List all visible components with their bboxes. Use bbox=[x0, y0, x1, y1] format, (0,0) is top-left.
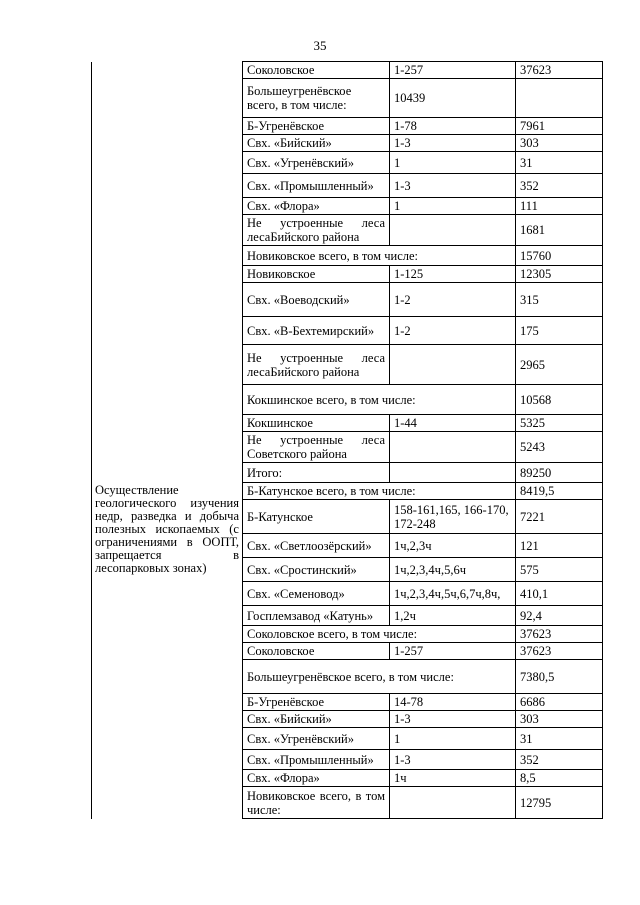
quarter-numbers-cell: 1ч,2,3,4ч,5ч,6,7ч,8ч, bbox=[390, 582, 516, 606]
area-ha-cell: 12795 bbox=[516, 787, 603, 819]
area-ha-cell: 111 bbox=[516, 198, 603, 215]
quarter-numbers-cell: 1-78 bbox=[390, 118, 516, 135]
quarter-numbers-cell: 1ч,2,3ч bbox=[390, 534, 516, 558]
forest-quarters-table bbox=[91, 61, 603, 819]
table-body bbox=[92, 62, 603, 819]
area-ha-cell: 175 bbox=[516, 317, 603, 345]
table-row bbox=[92, 483, 603, 500]
quarter-numbers-cell: 1-3 bbox=[390, 174, 516, 198]
page-number: 35 bbox=[313, 38, 327, 53]
quarter-numbers-cell: 1-257 bbox=[390, 643, 516, 660]
area-ha-cell: 10568 bbox=[516, 385, 603, 415]
quarter-numbers-cell bbox=[390, 463, 516, 483]
area-ha-cell: 5325 bbox=[516, 415, 603, 432]
forestry-name-cell: Свх. «Бийский» bbox=[243, 711, 390, 728]
area-ha-cell: 5243 bbox=[516, 432, 603, 463]
forestry-name-cell: Свх. «Угренёвский» bbox=[243, 152, 390, 174]
area-ha-cell: 2965 bbox=[516, 345, 603, 385]
forestry-name-cell: Свх. «Флора» bbox=[243, 770, 390, 787]
quarter-numbers-cell: 1-3 bbox=[390, 135, 516, 152]
forestry-name-cell: Соколовское bbox=[243, 643, 390, 660]
area-ha-cell: 303 bbox=[516, 711, 603, 728]
area-ha-cell: 37623 bbox=[516, 62, 603, 79]
quarter-numbers-cell bbox=[390, 215, 516, 246]
area-ha-cell: 31 bbox=[516, 152, 603, 174]
forestry-name-cell: Свх. «Бийский» bbox=[243, 135, 390, 152]
activity-type-cell: Осуществление геологического изучения недр, разведка и добыча полезных ископаемых (с ограничениями в ООПТ, запрещается в лесопарковых зонах) bbox=[92, 483, 243, 819]
quarter-numbers-cell: 1-2 bbox=[390, 317, 516, 345]
quarter-numbers-cell: 1-3 bbox=[390, 711, 516, 728]
area-ha-cell: 37623 bbox=[516, 643, 603, 660]
quarter-numbers-cell: 1-2 bbox=[390, 283, 516, 317]
forestry-name-cell: Кокшинское bbox=[243, 415, 390, 432]
forestry-name-cell: Б-Катунское bbox=[243, 500, 390, 534]
forestry-name-cell: Не устроенные леса Советского района bbox=[243, 432, 390, 463]
forestry-name-cell: Б-Катунское всего, в том числе: bbox=[243, 483, 516, 500]
area-ha-cell: 89250 bbox=[516, 463, 603, 483]
area-ha-cell: 92,4 bbox=[516, 606, 603, 626]
quarter-numbers-cell: 10439 bbox=[390, 79, 516, 118]
area-ha-cell: 31 bbox=[516, 728, 603, 750]
forestry-name-cell: Соколовское bbox=[243, 62, 390, 79]
quarter-numbers-cell bbox=[390, 432, 516, 463]
forestry-name-cell: Итого: bbox=[243, 463, 390, 483]
forestry-name-cell: Б-Угренёвское bbox=[243, 694, 390, 711]
area-ha-cell: 8419,5 bbox=[516, 483, 603, 500]
forestry-name-cell: Свх. «Промышленный» bbox=[243, 174, 390, 198]
forestry-name-cell: Не устроенные леса лесаБийского района bbox=[243, 345, 390, 385]
quarter-numbers-cell: 1-125 bbox=[390, 266, 516, 283]
area-ha-cell: 315 bbox=[516, 283, 603, 317]
forestry-name-cell: Б-Угренёвское bbox=[243, 118, 390, 135]
area-ha-cell: 12305 bbox=[516, 266, 603, 283]
forestry-name-cell: Свх. «В-Бехтемирский» bbox=[243, 317, 390, 345]
forestry-name-cell: Не устроенные леса лесаБийского района bbox=[243, 215, 390, 246]
area-ha-cell: 7961 bbox=[516, 118, 603, 135]
area-ha-cell: 352 bbox=[516, 750, 603, 770]
area-ha-cell: 7221 bbox=[516, 500, 603, 534]
quarter-numbers-cell: 1-257 bbox=[390, 62, 516, 79]
forestry-name-cell: Свх. «Флора» bbox=[243, 198, 390, 215]
area-ha-cell: 303 bbox=[516, 135, 603, 152]
forestry-name-cell: Кокшинское всего, в том числе: bbox=[243, 385, 516, 415]
forestry-name-cell: Свх. «Воеводский» bbox=[243, 283, 390, 317]
quarter-numbers-cell bbox=[390, 345, 516, 385]
forestry-name-cell: Новиковское всего, в том числе: bbox=[243, 246, 516, 266]
table-row bbox=[92, 62, 603, 79]
quarter-numbers-cell: 1 bbox=[390, 728, 516, 750]
quarter-numbers-cell bbox=[390, 787, 516, 819]
quarter-numbers-cell: 1ч,2,3,4ч,5,6ч bbox=[390, 558, 516, 582]
forestry-name-cell: Соколовское всего, в том числе: bbox=[243, 626, 516, 643]
area-ha-cell: 7380,5 bbox=[516, 660, 603, 694]
forestry-name-cell: Свх. «Сростинский» bbox=[243, 558, 390, 582]
forestry-name-cell: Госплемзавод «Катунь» bbox=[243, 606, 390, 626]
forestry-name-cell: Новиковское bbox=[243, 266, 390, 283]
quarter-numbers-cell: 158-161,165, 166-170, 172-248 bbox=[390, 500, 516, 534]
quarter-numbers-cell: 1-3 bbox=[390, 750, 516, 770]
forestry-name-cell: Свх. «Светлоозёрский» bbox=[243, 534, 390, 558]
forestry-name-cell: Большеугренёвское всего, в том числе: bbox=[243, 79, 390, 118]
quarter-numbers-cell: 1,2ч bbox=[390, 606, 516, 626]
forestry-name-cell: Свх. «Промышленный» bbox=[243, 750, 390, 770]
forestry-name-cell: Свх. «Семеновод» bbox=[243, 582, 390, 606]
forestry-name-cell: Свх. «Угренёвский» bbox=[243, 728, 390, 750]
area-ha-cell bbox=[516, 79, 603, 118]
quarter-numbers-cell: 1 bbox=[390, 152, 516, 174]
area-ha-cell: 410,1 bbox=[516, 582, 603, 606]
activity-cell-continued bbox=[92, 62, 243, 483]
area-ha-cell: 37623 bbox=[516, 626, 603, 643]
forestry-name-cell: Новиковское всего, в том числе: bbox=[243, 787, 390, 819]
area-ha-cell: 8,5 bbox=[516, 770, 603, 787]
quarter-numbers-cell: 1-44 bbox=[390, 415, 516, 432]
area-ha-cell: 575 bbox=[516, 558, 603, 582]
area-ha-cell: 1681 bbox=[516, 215, 603, 246]
area-ha-cell: 6686 bbox=[516, 694, 603, 711]
area-ha-cell: 121 bbox=[516, 534, 603, 558]
quarter-numbers-cell: 1ч bbox=[390, 770, 516, 787]
quarter-numbers-cell: 1 bbox=[390, 198, 516, 215]
area-ha-cell: 352 bbox=[516, 174, 603, 198]
quarter-numbers-cell: 14-78 bbox=[390, 694, 516, 711]
area-ha-cell: 15760 bbox=[516, 246, 603, 266]
forestry-name-cell: Большеугренёвское всего, в том числе: bbox=[243, 660, 516, 694]
